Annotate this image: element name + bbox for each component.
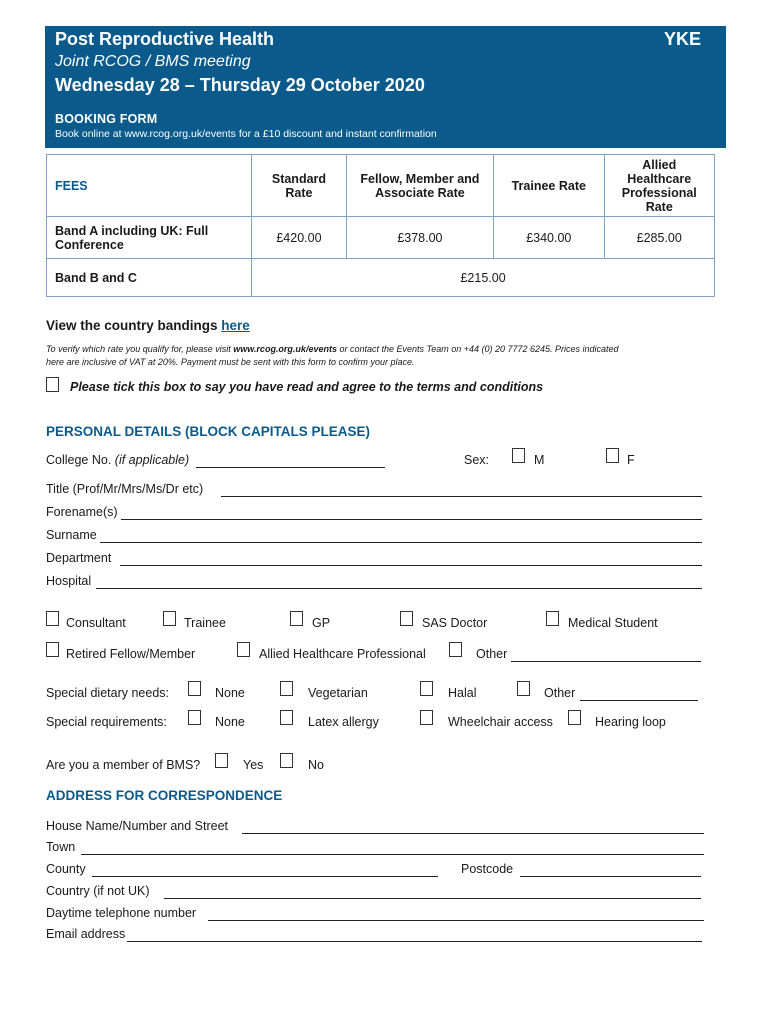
sex-m-checkbox[interactable] (512, 448, 525, 463)
event-code: YKE (663, 29, 701, 49)
sas-doctor-checkbox[interactable] (400, 611, 413, 626)
house-label: House Name/Number and Street (46, 819, 229, 833)
note-pre: To verify which rate you qualify for, please visit (46, 344, 234, 354)
sex-label: Sex: (464, 453, 490, 467)
gp-checkbox[interactable] (290, 611, 303, 626)
email-label: Email address (46, 927, 126, 941)
forename-label: Forename(s) (46, 505, 118, 519)
house-input[interactable] (242, 819, 704, 834)
trainee-checkbox[interactable] (163, 611, 176, 626)
college-label (46, 453, 189, 467)
wheelchair-label: Wheelchair access (448, 715, 553, 729)
note-line2: here are inclusive of VAT at 20%. Payment must be sent with this form to confirm your place. (46, 357, 415, 367)
retired-fellow-checkbox[interactable] (46, 642, 59, 657)
bms-no-label: No (308, 758, 324, 772)
personal-heading: PERSONAL DETAILS (BLOCK CAPITALS PLEASE) (46, 424, 371, 439)
allied-checkbox[interactable] (237, 642, 250, 657)
note-post: or contact the Events Team on +44 (0) 20 7772 6245. Prices indicated (336, 344, 619, 354)
consultant-checkbox[interactable] (46, 611, 59, 626)
band-a-standard: £420.00 (252, 217, 347, 259)
dietary-none-checkbox[interactable] (188, 681, 201, 696)
band-bc-value: £215.00 (252, 259, 715, 297)
latex-allergy-label: Latex allergy (308, 715, 379, 729)
sex-m-label: M (534, 453, 545, 467)
dietary-other-checkbox[interactable] (517, 681, 530, 696)
fees-table (46, 154, 715, 297)
dietary-label: Special dietary needs: (46, 686, 169, 700)
hearing-loop-label: Hearing loop (595, 715, 666, 729)
band-a-fellow: £378.00 (346, 217, 493, 259)
town-input[interactable] (81, 840, 704, 855)
event-title: Post Reproductive Health (55, 29, 275, 49)
county-input[interactable] (92, 862, 438, 877)
county-label: County (46, 862, 86, 876)
requirements-none-label: None (215, 715, 245, 729)
dietary-other-label: Other (544, 686, 576, 700)
address-heading: ADDRESS FOR CORRESPONDENCE (46, 788, 283, 803)
event-subtitle: Joint RCOG / BMS meeting (55, 53, 251, 70)
band-a-allied: £285.00 (604, 217, 714, 259)
dietary-none-label: None (215, 686, 245, 700)
phone-input[interactable] (208, 906, 704, 921)
consultant-label: Consultant (66, 616, 126, 630)
college-label-text: College No. (46, 453, 115, 467)
other-role-label: Other (476, 647, 508, 661)
vegetarian-label: Vegetarian (308, 686, 368, 700)
header-banner (45, 26, 726, 148)
medical-student-checkbox[interactable] (546, 611, 559, 626)
bms-no-checkbox[interactable] (280, 753, 293, 768)
terms-checkbox[interactable] (46, 377, 59, 392)
fees-col-fellow: Fellow, Member and Associate Rate (346, 155, 493, 217)
hospital-label: Hospital (46, 574, 92, 588)
band-a-trainee: £340.00 (494, 217, 604, 259)
vegetarian-checkbox[interactable] (280, 681, 293, 696)
bms-yes-label: Yes (243, 758, 264, 772)
medical-student-label: Medical Student (568, 616, 658, 630)
requirements-none-checkbox[interactable] (188, 710, 201, 725)
college-hint: (if applicable) (114, 453, 190, 467)
allied-label: Allied Healthcare Professional (259, 647, 426, 661)
terms-label: Please tick this box to say you have read and agree to the terms and conditions (70, 380, 544, 394)
postcode-label: Postcode (461, 862, 514, 876)
requirements-label: Special requirements: (46, 715, 167, 729)
sex-f-label: F (627, 453, 635, 467)
table-row (47, 217, 715, 259)
fees-heading: FEES (47, 155, 252, 217)
note-url: www.rcog.org.uk/events (233, 344, 337, 354)
college-input[interactable] (196, 453, 385, 468)
trainee-label: Trainee (184, 616, 226, 630)
sas-doctor-label: SAS Doctor (422, 616, 488, 630)
town-label: Town (46, 840, 76, 854)
band-bc-label: Band B and C (47, 259, 252, 297)
booking-form-label: BOOKING FORM (55, 112, 158, 126)
title-input[interactable] (221, 482, 702, 497)
hospital-input[interactable] (96, 574, 702, 589)
gp-label: GP (312, 616, 331, 630)
postcode-input[interactable] (520, 862, 701, 877)
title-label: Title (Prof/Mr/Mrs/Ms/Dr etc) (46, 482, 204, 496)
fees-col-standard: Standard Rate (252, 155, 347, 217)
retired-fellow-label: Retired Fellow/Member (66, 647, 196, 661)
fees-col-allied: Allied Healthcare Professional Rate (604, 155, 714, 217)
halal-label: Halal (448, 686, 477, 700)
bms-yes-checkbox[interactable] (215, 753, 228, 768)
country-label: Country (if not UK) (46, 884, 150, 898)
surname-input[interactable] (100, 528, 702, 543)
bandings-text: View the country bandings (46, 318, 222, 333)
halal-checkbox[interactable] (420, 681, 433, 696)
bandings-link[interactable]: here (221, 318, 250, 333)
other-role-input[interactable] (511, 647, 701, 662)
band-a-label: Band A including UK: Full Conference (47, 217, 252, 259)
email-input[interactable] (127, 927, 702, 942)
other-role-checkbox[interactable] (449, 642, 462, 657)
table-row (47, 259, 715, 297)
department-input[interactable] (120, 551, 702, 566)
bms-label: Are you a member of BMS? (46, 758, 201, 772)
bandings-note (46, 343, 726, 369)
fees-col-trainee: Trainee Rate (494, 155, 604, 217)
latex-allergy-checkbox[interactable] (280, 710, 293, 725)
surname-label: Surname (46, 528, 97, 542)
bandings-line (46, 318, 250, 333)
phone-label: Daytime telephone number (46, 906, 197, 920)
sex-f-checkbox[interactable] (606, 448, 619, 463)
wheelchair-checkbox[interactable] (420, 710, 433, 725)
hearing-loop-checkbox[interactable] (568, 710, 581, 725)
forename-input[interactable] (121, 505, 702, 520)
booking-online-note: Book online at www.rcog.org.uk/events for a £10 discount and instant confirmation (55, 128, 437, 140)
department-label: Department (46, 551, 112, 565)
country-input[interactable] (164, 884, 701, 899)
event-date: Wednesday 28 – Thursday 29 October 2020 (55, 75, 425, 95)
dietary-other-input[interactable] (580, 686, 698, 701)
